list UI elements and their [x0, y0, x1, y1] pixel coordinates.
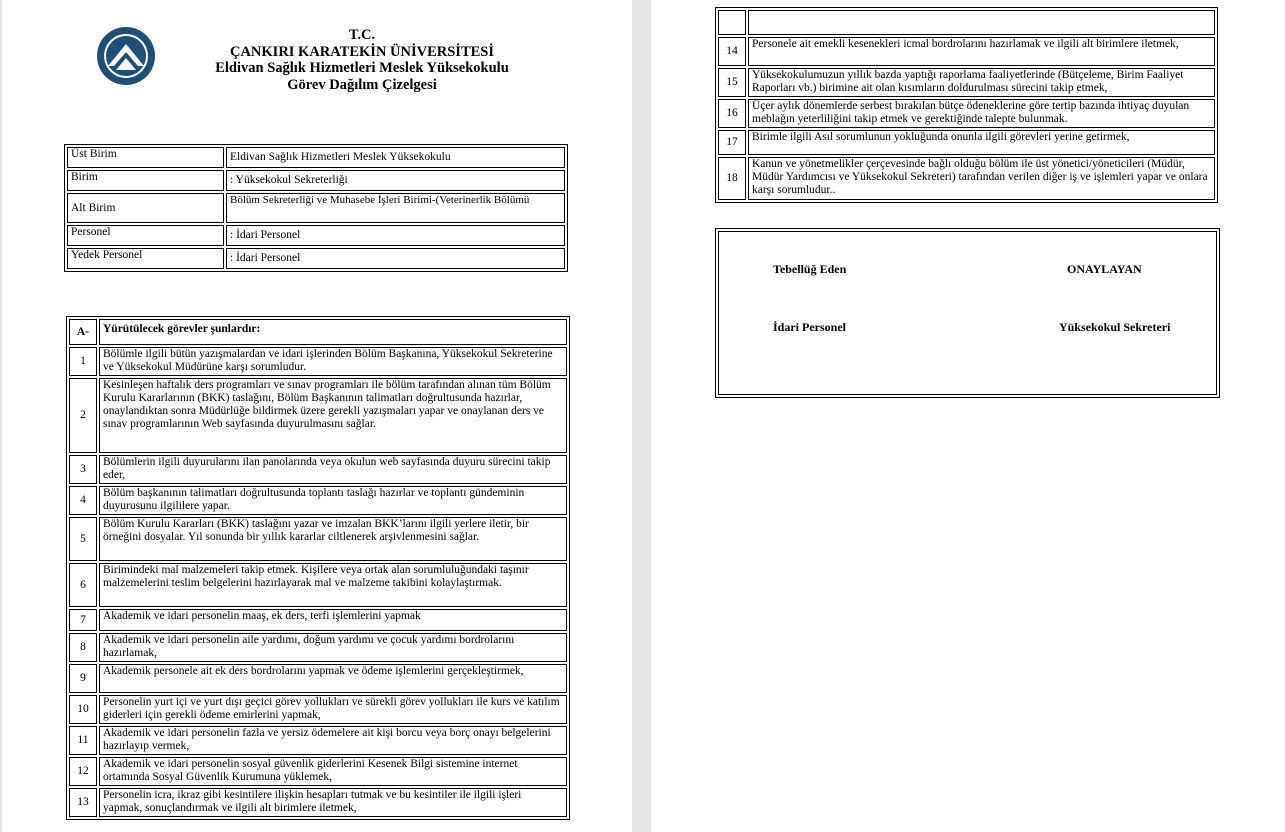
duty-text: Akademik ve idari personelin fazla ve yersiz ödemelere ait kişi borcu veya borç onayı belgelerini hazırlayıp vermek,	[99, 726, 567, 755]
duty-row	[69, 757, 567, 786]
signature-box-inner	[718, 231, 1217, 395]
header-line-1: T.C.	[348, 27, 376, 43]
duty-number: 16	[718, 99, 746, 128]
info-row	[67, 193, 565, 223]
university-logo	[96, 26, 156, 86]
duty-row	[69, 563, 567, 607]
duty-row	[69, 486, 567, 515]
document-header	[162, 27, 562, 93]
duty-text: Personele ait emekli kesenekleri icmal bordrolarını hazırlamak ve ilgili alt birimlere iletmek,	[748, 37, 1215, 66]
duty-row	[69, 609, 567, 631]
duty-text: Akademik ve idari personelin sosyal güvenlik giderlerini Kesenek Bilgi sistemine internet ortamında Sosyal Güvenlik Kurumuna yüklemek,	[99, 757, 567, 786]
duties-table-continued	[715, 7, 1218, 203]
duty-number: 4	[69, 486, 97, 515]
duty-number: 9	[69, 664, 97, 693]
document-page-2	[651, 0, 1285, 832]
duty-row	[718, 37, 1215, 66]
duty-number: 3	[69, 455, 97, 484]
duty-number: 17	[718, 130, 746, 155]
approver-title: ONAYLAYAN	[1067, 262, 1142, 276]
duty-number: 5	[69, 517, 97, 561]
approver-name: Yüksekokul Sekreteri	[1059, 320, 1171, 334]
receiver-name: İdari Personel	[773, 320, 846, 334]
duty-row	[69, 378, 567, 453]
duty-row	[69, 695, 567, 724]
duty-row	[718, 130, 1215, 155]
duty-row	[718, 10, 1215, 35]
header-document-title: Görev Dağılım Çizelgesi	[287, 76, 437, 93]
duty-text: Bölümlerin ilgili duyurularını ilan panolarında veya okulun web sayfasında duyuru sürecini takip eder,	[99, 455, 567, 484]
duties-table	[66, 316, 570, 820]
duty-row	[69, 455, 567, 484]
receiver-title: Tebellüğ Eden	[773, 262, 847, 276]
duty-row	[718, 68, 1215, 97]
duty-text: Bölüm başkanının talimatları doğrultusunda toplantı taslağı hazırlar ve toplantı gündeminin duyurusunu ilgililere yapar.	[99, 486, 567, 515]
duty-text: Kesinleşen haftalık ders programları ve sınav programları ile bölüm tarafından alınan tüm Bölüm Kurulu Kararlarının (BKK) taslağını, Bölüm Başkanının talimatları doğrultusunda hazırlar, onaylandıktan sonra Müdürlüğe bildirmek üzere gerekli yazışmaları yapar ve onaylanan ders ve sınav programlarının Web sayfasında duyurulmasını sağlar.	[99, 378, 567, 453]
info-value: : Yüksekokul Sekreterliği	[226, 170, 565, 191]
duty-row	[718, 157, 1215, 200]
duty-text	[748, 10, 1215, 35]
duty-row	[69, 664, 567, 693]
info-row	[67, 225, 565, 246]
info-value: : İdari Personel	[226, 225, 565, 246]
duty-number: 12	[69, 757, 97, 786]
duty-number: 11	[69, 726, 97, 755]
duty-text: Bölümle ilgili bütün yazışmalardan ve idari işlerinden Bölüm Başkanına, Yüksekokul Sekreterine ve Yüksekokul Müdürüne karşı sorumludur.	[99, 347, 567, 376]
header-school-name: Eldivan Sağlık Hizmetleri Meslek Yüksekokulu	[215, 60, 509, 76]
duty-text: Akademik ve idari personelin aile yardımı, doğum yardımı ve çocuk yardımı bordrolarını hazırlamak,	[99, 633, 567, 662]
info-row	[67, 248, 565, 269]
duty-row	[69, 517, 567, 561]
duty-text: Akademik ve idari personelin maaş, ek ders, terfi işlemlerini yapmak	[99, 609, 567, 631]
duty-number: 10	[69, 695, 97, 724]
duty-text: Kanun ve yönetmelikler çerçevesinde bağlı olduğu bölüm ile üst yönetici/yöneticileri (Müdür, Müdür Yardımcısı ve Yüksekokul Sekreteri) tarafından verilen diğer iş ve işlemleri yapar ve onlara karşı sorumludur..	[748, 157, 1215, 200]
duty-text: Akademik personele ait ek ders bordrolarını yapmak ve ödeme işlemlerini gerçekleştirmek,	[99, 664, 567, 693]
duty-number	[718, 10, 746, 35]
duty-number: 8	[69, 633, 97, 662]
info-value: Eldivan Sağlık Hizmetleri Meslek Yüksekokulu	[226, 147, 565, 168]
duty-number: 18	[718, 157, 746, 200]
signature-box	[715, 228, 1220, 398]
duty-row	[69, 788, 567, 817]
duty-number: 2	[69, 378, 97, 453]
info-label: Yedek Personel	[67, 248, 224, 269]
info-table	[64, 144, 568, 272]
duty-text: Personelin icra, ikraz gibi kesintilere ilişkin hesapları tutmak ve bu kesintiler ile ilgili işleri yapmak, sonuçlandırmak ve ilgili alt birimlere iletmek,	[99, 788, 567, 817]
duty-number: 15	[718, 68, 746, 97]
info-label: Birim	[67, 170, 224, 191]
header-university-name: ÇANKIRI KARATEKİN ÜNİVERSİTESİ	[229, 43, 494, 60]
duties-heading: Yürütülecek görevler şunlardır:	[99, 319, 567, 345]
duty-number: 13	[69, 788, 97, 817]
duty-text: Personelin yurt içi ve yurt dışı geçici görev yollukları ve sürekli görev yollukları ile kurs ve katılım giderleri için gerekli ödeme emirlerini yapmak,	[99, 695, 567, 724]
duty-row	[718, 99, 1215, 128]
duty-number: 1	[69, 347, 97, 376]
info-row	[67, 170, 565, 191]
duty-text: Üçer aylık dönemlerde serbest bırakılan bütçe ödeneklerine göre tertip bazında ihtiyaç duyulan meblağın yeterliliğini takip etmek ve gerektiğinde talepte bulunmak.	[748, 99, 1215, 128]
info-label: Alt Birim	[67, 193, 224, 223]
section-label: A-	[69, 319, 97, 345]
document-page-1	[2, 0, 632, 832]
duty-row	[69, 633, 567, 662]
duty-text: Bölüm Kurulu Kararları (BKK) taslağını yazar ve imzalan BKK’larını ilgili yerlere iletir, bir örneğini dosyalar. Yıl sonunda bir yıllık kararlar ciltlenerek arşivlenmesini sağlar.	[99, 517, 567, 561]
duty-number: 6	[69, 563, 97, 607]
duty-row	[69, 347, 567, 376]
info-value: : İdari Personel	[226, 248, 565, 269]
duty-text: Birimle ilgili Asıl sorumlunun yokluğunda onunla ilgili görevleri yerine getirmek,	[748, 130, 1215, 155]
info-row	[67, 147, 565, 168]
duty-number: 7	[69, 609, 97, 631]
duty-row	[69, 726, 567, 755]
duty-text: Yüksekokulumuzun yıllık bazda yaptığı raporlama faaliyetlerinde (Bütçeleme, Birim Faaliyet Raporları vb.) birimine ait olan kısımların doldurulması sürecini takip etmek,	[748, 68, 1215, 97]
info-label: Üst Birim	[67, 147, 224, 168]
duty-number: 14	[718, 37, 746, 66]
duties-header-row	[69, 319, 567, 345]
info-value: Bölüm Sekreterliği ve Muhasebe İşleri Birimi-(Veterinerlik Bölümü	[226, 193, 565, 223]
duty-text: Birimindeki mal malzemeleri takip etmek. Kişilere veya ortak alan sorumluluğundaki taşınır malzemelerini teslim belgelerini hazırlayarak mal ve malzeme takibini kolaylaştırmak.	[99, 563, 567, 607]
info-label: Personel	[67, 225, 224, 246]
